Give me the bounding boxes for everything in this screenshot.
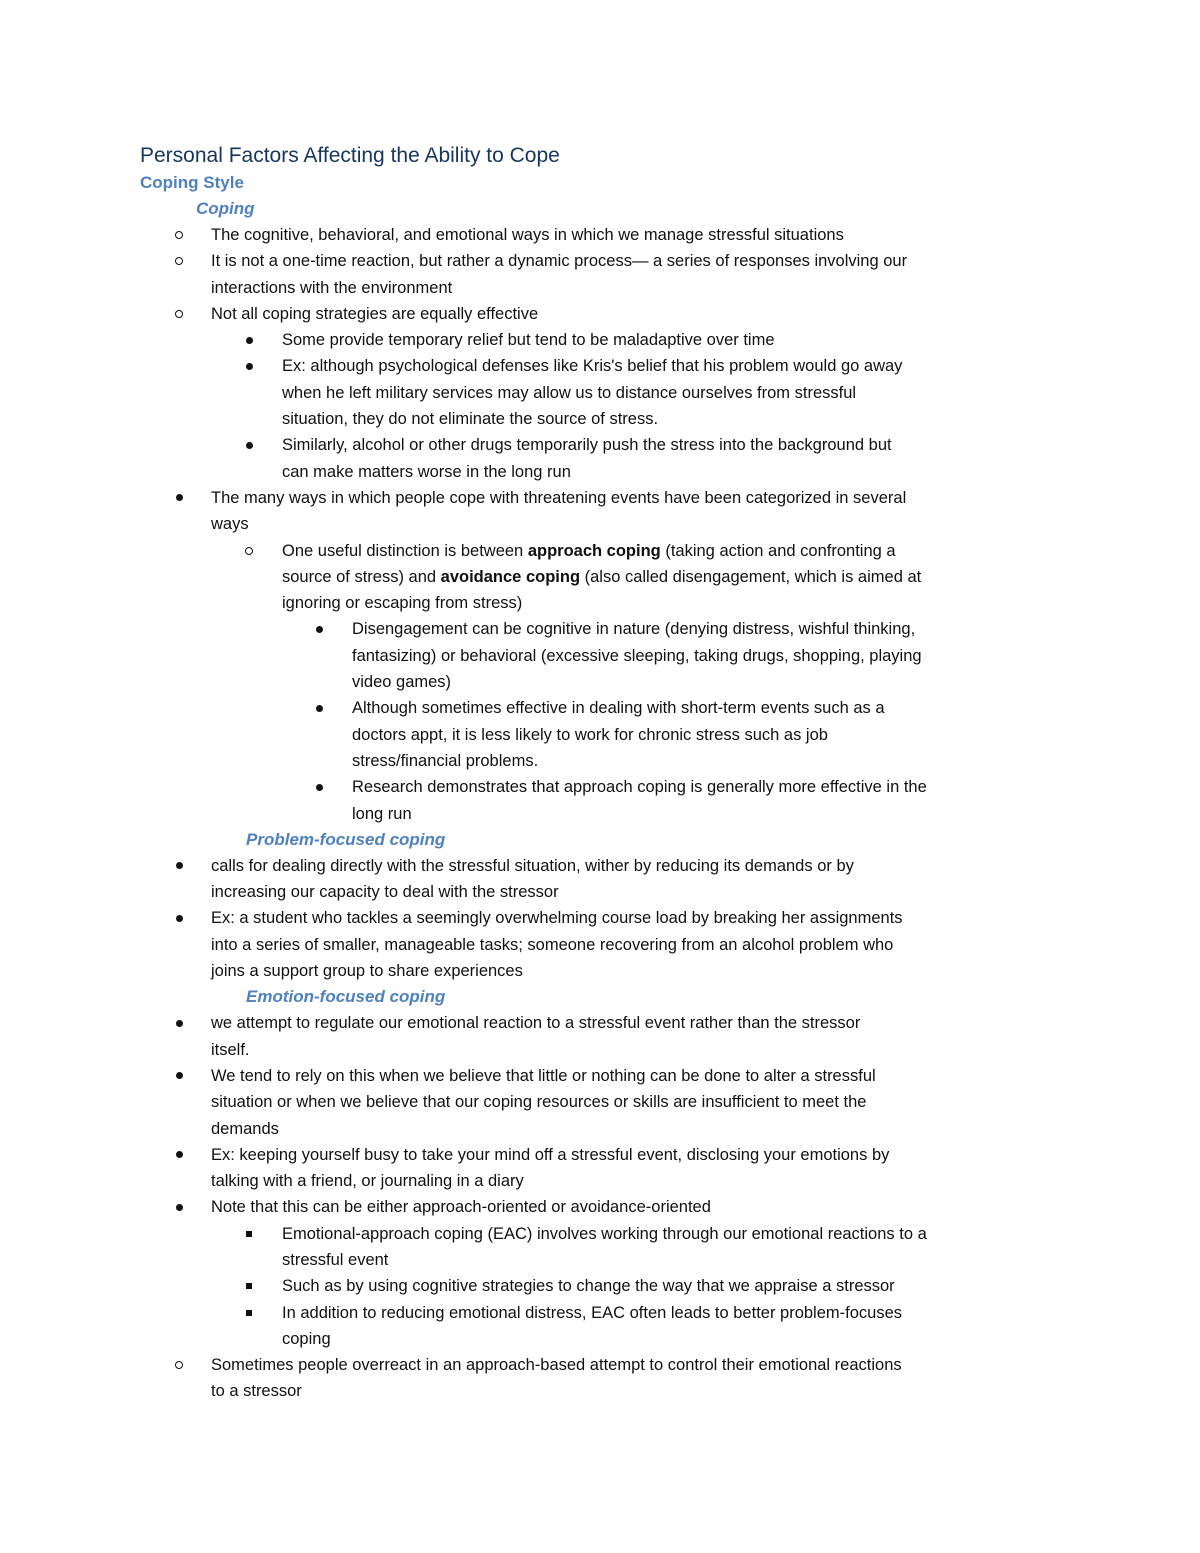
list-item-text — [211, 1063, 1070, 1142]
square-bullet-icon — [242, 1221, 256, 1247]
list-item-text — [211, 853, 1070, 906]
list-item — [140, 301, 1070, 327]
text-line: coping — [282, 1329, 331, 1348]
text-line: we attempt to regulate our emotional reaction to a stressful event rather than the stressor — [211, 1014, 861, 1033]
text-line: increasing our capacity to deal with the stressor — [211, 883, 559, 902]
disc-bullet-icon — [172, 1010, 186, 1036]
list-item-text — [211, 485, 1070, 538]
list-item — [140, 695, 1070, 774]
text-line: Although sometimes effective in dealing with short-term events such as a — [352, 699, 885, 718]
list-item-text — [282, 1300, 1070, 1353]
list-item — [140, 327, 1070, 353]
text-line: talking with a friend, or journaling in a diary — [211, 1172, 524, 1191]
text-line: video games) — [352, 673, 452, 692]
list-item — [140, 905, 1070, 984]
text-line: into a series of smaller, manageable tasks; someone recovering from an alcohol problem who — [211, 935, 894, 954]
text-line: One useful distinction is between approach coping (taking action and confronting a — [282, 541, 896, 560]
section-heading: Coping Style — [140, 173, 244, 192]
circle-bullet-icon — [172, 248, 186, 274]
list-item-text: Such as by using cognitive strategies to change the way that we appraise a stressor — [282, 1277, 895, 1296]
list-item-text — [352, 616, 1070, 695]
disc-bullet-icon — [242, 353, 256, 379]
list-item — [140, 1010, 1070, 1063]
text-line: Disengagement can be cognitive in nature (denying distress, wishful thinking, — [352, 620, 916, 639]
text-line: when he left military services may allow us to distance ourselves from stressful — [282, 383, 857, 402]
list-item — [140, 538, 1070, 617]
text-line: Ex: keeping yourself busy to take your mind off a stressful event, disclosing your emotions by — [211, 1145, 890, 1164]
square-bullet-icon — [242, 1300, 256, 1326]
text-line: stress/financial problems. — [352, 751, 539, 770]
text-line: joins a support group to share experiences — [211, 962, 523, 981]
list-item-text: Not all coping strategies are equally effective — [211, 304, 539, 323]
disc-bullet-icon — [172, 853, 186, 879]
disc-bullet-icon — [312, 616, 326, 642]
list-item — [140, 774, 1070, 827]
text-line: can make matters worse in the long run — [282, 462, 571, 481]
text-line: calls for dealing directly with the stressful situation, wither by reducing its demands or by — [211, 856, 854, 875]
notes-list — [140, 196, 1070, 1405]
list-item-text — [352, 695, 1070, 774]
circle-bullet-icon — [172, 301, 186, 327]
list-item — [140, 1194, 1070, 1220]
list-item — [140, 853, 1070, 906]
text-line: fantasizing) or behavioral (excessive sleeping, taking drugs, shopping, playing — [352, 646, 922, 665]
text-line: In addition to reducing emotional distress, EAC often leads to better problem-focuses — [282, 1303, 903, 1322]
text-line: Similarly, alcohol or other drugs temporarily push the stress into the background but — [282, 436, 892, 455]
disc-bullet-icon — [312, 695, 326, 721]
document-body — [140, 142, 1070, 1405]
text-line: ignoring or escaping from stress) — [282, 594, 523, 613]
list-item — [140, 1300, 1070, 1353]
text-line: long run — [352, 804, 412, 823]
disc-bullet-icon — [242, 432, 256, 458]
list-item-text — [211, 1142, 1070, 1195]
list-item — [140, 432, 1070, 485]
list-item-text — [352, 774, 1070, 827]
text-line: situation or when we believe that our coping resources or skills are insufficient to meet the — [211, 1093, 867, 1112]
text-line: source of stress) and avoidance coping (also called disengagement, which is aimed at — [282, 567, 922, 586]
text-line: to a stressor — [211, 1382, 302, 1401]
disc-bullet-icon — [172, 1142, 186, 1168]
text-line: Ex: although psychological defenses like Kris's belief that his problem would go away — [282, 357, 903, 376]
text-line: Research demonstrates that approach coping is generally more effective in the — [352, 778, 927, 797]
list-item — [140, 222, 1070, 248]
list-item-text — [211, 248, 1070, 301]
disc-bullet-icon — [312, 774, 326, 800]
list-item-text: Some provide temporary relief but tend to be maladaptive over time — [282, 331, 775, 350]
list-item-text — [282, 432, 1070, 485]
circle-bullet-icon — [172, 1352, 186, 1378]
text-line: interactions with the environment — [211, 278, 453, 297]
subsection-heading: Coping — [196, 199, 255, 218]
list-item — [140, 485, 1070, 538]
square-bullet-icon — [242, 1273, 256, 1299]
text-line: itself. — [211, 1040, 250, 1059]
document-title: Personal Factors Affecting the Ability to Cope — [140, 144, 560, 167]
list-item — [140, 1063, 1070, 1142]
list-item-text — [282, 538, 1070, 617]
bold-term: approach coping — [527, 541, 661, 560]
list-item-text — [211, 1010, 1070, 1063]
text-line: demands — [211, 1119, 279, 1138]
text-line: Ex: a student who tackles a seemingly overwhelming course load by breaking her assignments — [211, 909, 903, 928]
circle-bullet-icon — [242, 538, 256, 564]
list-item — [140, 1352, 1070, 1405]
text-line: We tend to rely on this when we believe that little or nothing can be done to alter a stressful — [211, 1066, 876, 1085]
list-item-text — [211, 1352, 1070, 1405]
disc-bullet-icon — [172, 485, 186, 511]
disc-bullet-icon — [242, 327, 256, 353]
list-item-text: Note that this can be either approach-oriented or avoidance-oriented — [211, 1198, 711, 1217]
list-item — [140, 248, 1070, 301]
disc-bullet-icon — [172, 1194, 186, 1220]
circle-bullet-icon — [172, 222, 186, 248]
text-line: Sometimes people overreact in an approach-based attempt to control their emotional reactions — [211, 1356, 902, 1375]
disc-bullet-icon — [172, 1063, 186, 1089]
text-line: ways — [211, 515, 249, 534]
list-item — [140, 1142, 1070, 1195]
list-item-text — [282, 1221, 1070, 1274]
list-item — [140, 1273, 1070, 1299]
text-line: situation, they do not eliminate the source of stress. — [282, 410, 659, 429]
list-item — [140, 353, 1070, 432]
subsection-heading: Emotion-focused coping — [246, 987, 446, 1007]
text-line: It is not a one-time reaction, but rather a dynamic process— a series of responses involving our — [211, 252, 908, 271]
text-line: The many ways in which people cope with threatening events have been categorized in several — [211, 488, 907, 507]
list-item — [140, 1221, 1070, 1274]
text-line: Emotional-approach coping (EAC) involves working through our emotional reactions to a — [282, 1224, 927, 1243]
text-line: doctors appt, it is less likely to work for chronic stress such as job — [352, 725, 828, 744]
bold-term: avoidance coping — [440, 567, 581, 586]
text-line: stressful event — [282, 1250, 389, 1269]
disc-bullet-icon — [172, 905, 186, 931]
list-item-text: The cognitive, behavioral, and emotional ways in which we manage stressful situations — [211, 226, 844, 244]
list-item-text — [211, 905, 1070, 984]
list-item — [140, 616, 1070, 695]
list-item-text — [282, 353, 1070, 432]
subsection-heading: Problem-focused coping — [246, 829, 446, 849]
